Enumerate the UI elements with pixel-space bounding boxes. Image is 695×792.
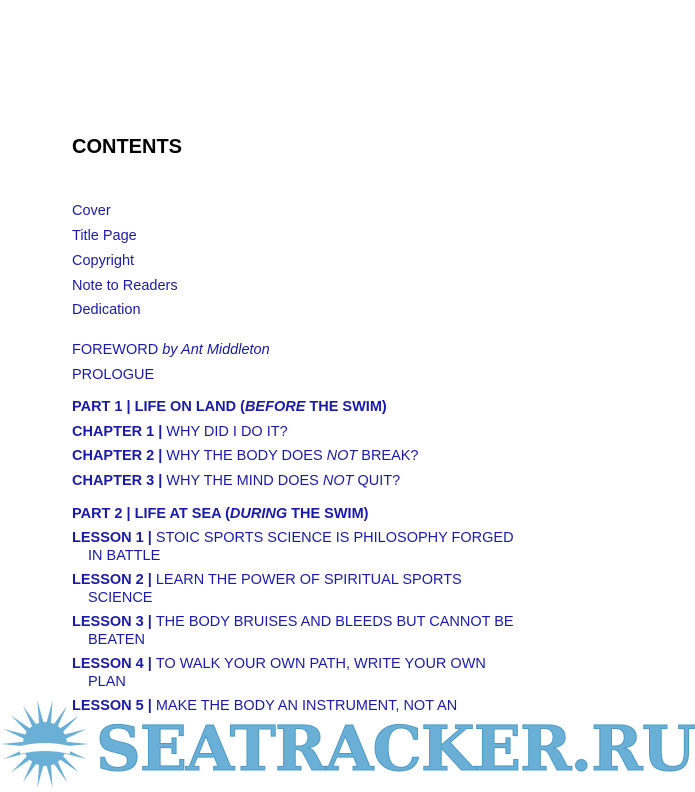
sun-ray	[46, 701, 53, 725]
toc-entry-continuation: IN BATTLE	[88, 548, 161, 564]
toc-entry-text: CHAPTER 2 |	[72, 448, 167, 464]
toc-entry-text: Copyright	[72, 253, 135, 269]
toc-entry-text: BEFORE	[244, 399, 306, 415]
toc-entry[interactable]	[72, 277, 542, 295]
toc-entry-text: CHAPTER 1 |	[72, 424, 167, 440]
toc-entry-text: Title Page	[72, 228, 137, 244]
toc-entry-text: Dedication	[72, 302, 141, 318]
toc-entry[interactable]	[72, 571, 542, 607]
toc-entry-text: THE SWIM)	[287, 506, 369, 522]
toc-entry-text: THE BODY BRUISES AND BLEEDS BUT CANNOT BE	[155, 614, 514, 630]
watermark-text: SEATRACKER.RU	[96, 712, 695, 785]
toc-entry-text: DURING	[229, 506, 288, 522]
sun-ray	[46, 763, 53, 787]
contents-heading: CONTENTS	[72, 136, 182, 158]
toc-entry-text: Cover	[72, 203, 111, 219]
toc-entry-text: PROLOGUE	[72, 367, 155, 383]
toc-entry-text: LESSON 2 |	[72, 572, 156, 588]
toc-entry[interactable]	[72, 655, 542, 691]
toc-entry[interactable]	[72, 472, 542, 490]
toc-entry[interactable]	[72, 613, 542, 649]
sun-ray	[37, 701, 44, 725]
toc-entry[interactable]	[72, 227, 542, 245]
toc-entry-text: LESSON 3 |	[72, 614, 156, 630]
toc-entry[interactable]	[72, 423, 542, 441]
sun-ray	[37, 763, 44, 787]
toc-entry[interactable]	[72, 301, 542, 319]
toc-entry-text: BREAK?	[357, 448, 419, 464]
toc-entry[interactable]	[72, 366, 542, 384]
toc-entry-continuation: SCIENCE	[88, 590, 153, 606]
toc-entry-text: NOT	[322, 473, 354, 489]
toc-entry-text: TO WALK YOUR OWN PATH, WRITE YOUR OWN	[155, 656, 486, 672]
toc-entry-text: PART 1 | LIFE ON LAND (	[72, 399, 245, 415]
toc-entry-text: Note to Readers	[72, 278, 178, 294]
toc-entry-text: STOIC SPORTS SCIENCE IS PHILOSOPHY FORGED	[155, 530, 514, 546]
sun-ray	[63, 729, 87, 740]
toc-entry-text: NOT	[326, 448, 358, 464]
toc-entry-text: LEARN THE POWER OF SPIRITUAL SPORTS	[155, 572, 462, 588]
watermark	[0, 700, 695, 792]
toc-entry-text: QUIT?	[353, 473, 401, 489]
toc-entry-text: MAKE THE BODY AN INSTRUMENT, NOT AN	[155, 698, 458, 714]
toc-entry[interactable]	[72, 505, 542, 523]
toc-entry-text: by Ant Middleton	[162, 342, 270, 358]
toc-entry-text: WHY DID I DO IT?	[166, 424, 288, 440]
toc-entry-text: THE SWIM)	[305, 399, 387, 415]
toc-entry[interactable]	[72, 529, 542, 565]
sun-ray	[4, 729, 28, 740]
sun-burst-logo	[0, 700, 100, 792]
toc-entry-text: LESSON 1 |	[72, 530, 156, 546]
toc-entry-text: LESSON 5 |	[72, 698, 156, 714]
toc-entry-text: FOREWORD	[72, 342, 163, 358]
toc-entry[interactable]	[72, 447, 542, 465]
toc-entry-text: LESSON 4 |	[72, 656, 156, 672]
toc-entry-text: WHY THE BODY DOES	[166, 448, 327, 464]
toc-entry-continuation: PLAN	[88, 674, 126, 690]
toc-entry[interactable]	[72, 341, 542, 359]
toc-entry-text: CHAPTER 3 |	[72, 473, 167, 489]
toc-entry-text: WHY THE MIND DOES	[166, 473, 323, 489]
toc-entry-text: PART 2 | LIFE AT SEA (	[72, 506, 230, 522]
toc-entry-continuation: BEATEN	[88, 632, 145, 648]
toc-entry[interactable]	[72, 252, 542, 270]
toc-entry[interactable]	[72, 202, 542, 220]
toc-entry[interactable]	[72, 398, 542, 416]
